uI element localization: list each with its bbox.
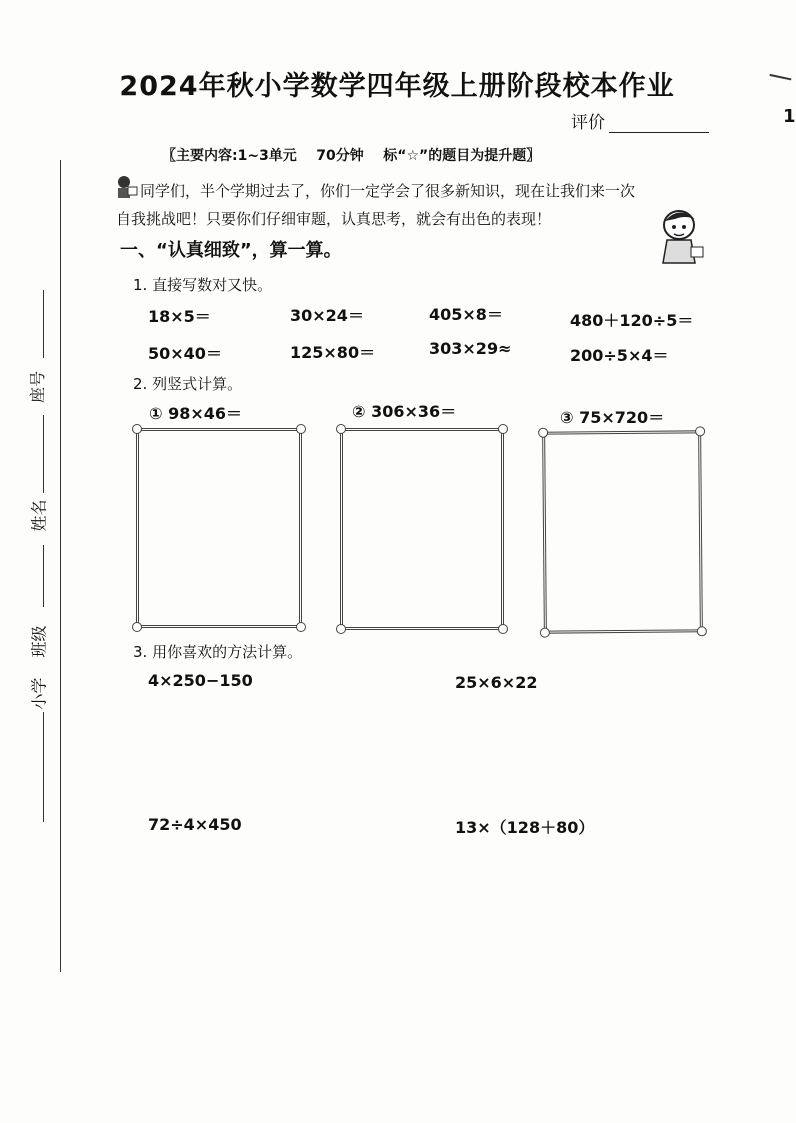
name-blank[interactable] [43,415,44,493]
intro-line-2: 自我挑战吧！只要你们仔细审题，认真思考，就会有出色的表现！ [116,210,552,228]
q3-expr: 4×250−150 [148,671,253,690]
q2-item-label: ② 306×36＝ [352,402,457,421]
q2-title: 2. 列竖式计算。 [133,375,243,393]
q2-item-label: ③ 75×720＝ [560,408,665,427]
q1-expr: 50×40＝ [148,344,222,363]
q3-expr: 72÷4×450 [148,815,242,834]
page-number: 1 [783,106,796,127]
q1-title: 1. 直接写数对又快。 [133,276,273,294]
class-label [20,618,56,658]
seat-blank[interactable] [43,290,44,358]
q3-expr: 13×（128＋80） [455,818,595,837]
seat-label [20,366,56,404]
work-box-1[interactable] [136,428,302,628]
q1-expr: 30×24＝ [290,306,364,325]
q2-item-label: ① 98×46＝ [149,404,243,423]
boy-reading-icon [114,175,138,201]
school-blank[interactable] [43,712,44,822]
q1-expr: 303×29≈ [429,339,512,358]
q1-expr: 200÷5×4＝ [570,346,669,365]
content-summary: 〖主要内容:1~3单元 70分钟 标“☆”的题目为提升题〗 [162,148,541,164]
seat-text: 座号 [28,371,47,404]
q1-expr: 18×5＝ [148,307,211,326]
page-title: 2024年秋小学数学四年级上册阶段校本作业 [119,71,675,102]
class-text: 班级 [29,625,49,658]
q1-expr: 405×8＝ [429,305,503,324]
name-text: 姓名 [29,499,49,532]
name-label [20,492,56,532]
intro-line-1: 同学们，半个学期过去了，你们一定学会了很多新知识，现在让我们来一次 [140,182,636,200]
q3-title: 3. 用你喜欢的方法计算。 [133,643,303,661]
school-text: 小学 [29,677,49,710]
rating-blank[interactable] [609,116,709,133]
work-box-2[interactable] [340,428,504,630]
rating-label: 评价 [571,113,605,133]
section-1-heading: 一、“认真细致”，算一算。 [120,240,342,261]
binding-line [60,160,61,972]
q1-expr: 125×80＝ [290,343,376,362]
class-blank[interactable] [43,545,44,607]
cartoon-boy-icon [655,207,707,267]
rating-field [571,108,709,133]
school-label [20,670,56,710]
work-box-3[interactable] [542,430,703,633]
q3-expr: 25×6×22 [455,673,538,692]
q1-expr: 480＋120÷5＝ [570,311,694,330]
